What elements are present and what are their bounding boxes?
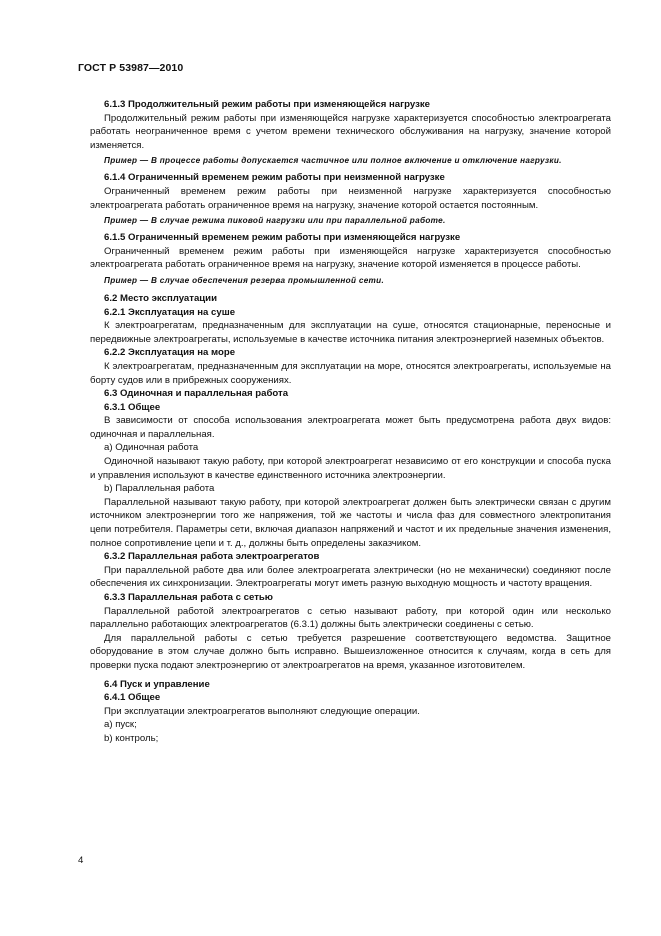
paragraph: К электроагрегатам, предназначенным для эксплуатации на суше, относятся стационарные, переносные и передвижные электроагрегаты, используемые в качестве источника питания электроэнергией наземных объектов. [90, 320, 611, 345]
section-heading: 6.2.2 Эксплуатация на море [104, 347, 236, 359]
paragraph: Ограниченный временем режим работы при неизменной нагрузке характеризуется способностью электроагрегата работать ограниченное время на нагрузку, значение которой остается постоянным. [90, 185, 611, 211]
paragraph: Продолжительный режим работы при изменяющейся нагрузке характеризуется способностью электроагрегата работать неограниченное время с учетом времени технического обслуживания на нагрузку, значение которой изменяется. [90, 112, 611, 151]
section-heading: 6.1.5 Ограниченный временем режим работы при изменяющейся нагрузке [104, 232, 461, 244]
list-item: а) пуск; [104, 719, 137, 731]
example-note: Пример — В случае обеспечения резерва промышленной сети. [104, 275, 385, 285]
example-note: Пример — В случае режима пиковой нагрузки или при параллельной работе. [104, 216, 446, 226]
section-heading: 6.3.1 Общее [104, 401, 161, 413]
example-note: Пример — В процессе работы допускается частичное или полное включение и отключение нагрузки. [104, 156, 562, 166]
paragraph: В зависимости от способа использования электроагрегата может быть предусмотрена работа двух видов: одиночная и параллельная. [90, 415, 611, 440]
section-heading: 6.3.2 Параллельная работа электроагрегатов [104, 551, 320, 563]
section-heading: 6.2 Место эксплуатации [104, 292, 217, 304]
paragraph: Параллельной работой электроагрегатов с сетью называют работу, при которой один или несколько параллельно работающих электроагрегатов (6.3.1) должны быть электрически соединены с сетью. [90, 605, 611, 631]
section-heading: 6.2.1 Эксплуатация на суше [104, 306, 236, 318]
list-item: b) контроль; [104, 732, 159, 744]
paragraph: Ограниченный временем режим работы при изменяющейся нагрузке характеризуется способностью электроагрегата работать ограниченное время на нагрузку, значение которой изменяется в процессе работы. [90, 245, 611, 271]
paragraph: При эксплуатации электроагрегатов выполняют следующие операции. [104, 705, 420, 717]
list-item: а) Одиночная работа [104, 442, 199, 454]
section-heading: 6.1.4 Ограниченный временем режим работы при неизменной нагрузке [104, 172, 445, 184]
section-heading: 6.3.3 Параллельная работа с сетью [104, 592, 273, 603]
paragraph: При параллельной работе два или более электроагрегата электрически (но не механически) соединяют после обеспечения их синхронизации. Электроагрегаты могут иметь разную выходную мощность и частоту вращения. [90, 564, 611, 590]
paragraph: Для параллельной работы с сетью требуется разрешение соответствующего ведомства. Защитное оборудование в этом случае должно быть исправно. Вышеизложенное относится к случаям, когда в сеть для проверки пуска подают электроэнергию от электроагрегатов на время, указанное изготовителем. [90, 632, 611, 671]
section-heading: 6.1.3 Продолжительный режим работы при изменяющейся нагрузке [104, 99, 430, 110]
section-heading: 6.3 Одиночная и параллельная работа [104, 388, 289, 400]
paragraph: Параллельной называют такую работу, при которой электроагрегат должен быть электрически связан с другим источником электроэнергии того же напряжения, той же частоты и числа фаз для совместного электропитания цепи потребителя. Параметры сети, включая диапазон напряжений и частот и их предельные значения изменения, полное сопротивление цепи и т. д., должны быть определены заказчиком. [90, 496, 611, 549]
section-heading: 6.4 Пуск и управление [104, 678, 210, 690]
paragraph: К электроагрегатам, предназначенным для эксплуатации на море, относятся электроагрегаты, используемые на борту судов или в прибрежных сооружениях. [90, 360, 611, 386]
page-number: 4 [78, 855, 84, 866]
page-content [90, 98, 611, 746]
section-heading: 6.4.1 Общее [104, 692, 161, 704]
document-header: ГОСТ Р 53987—2010 [78, 62, 184, 74]
list-item: b) Параллельная работа [104, 483, 215, 495]
paragraph: Одиночной называют такую работу, при которой электроагрегат независимо от его конструкции и способа пуска и управления используют в качестве единственного источника электроэнергии. [90, 456, 611, 481]
